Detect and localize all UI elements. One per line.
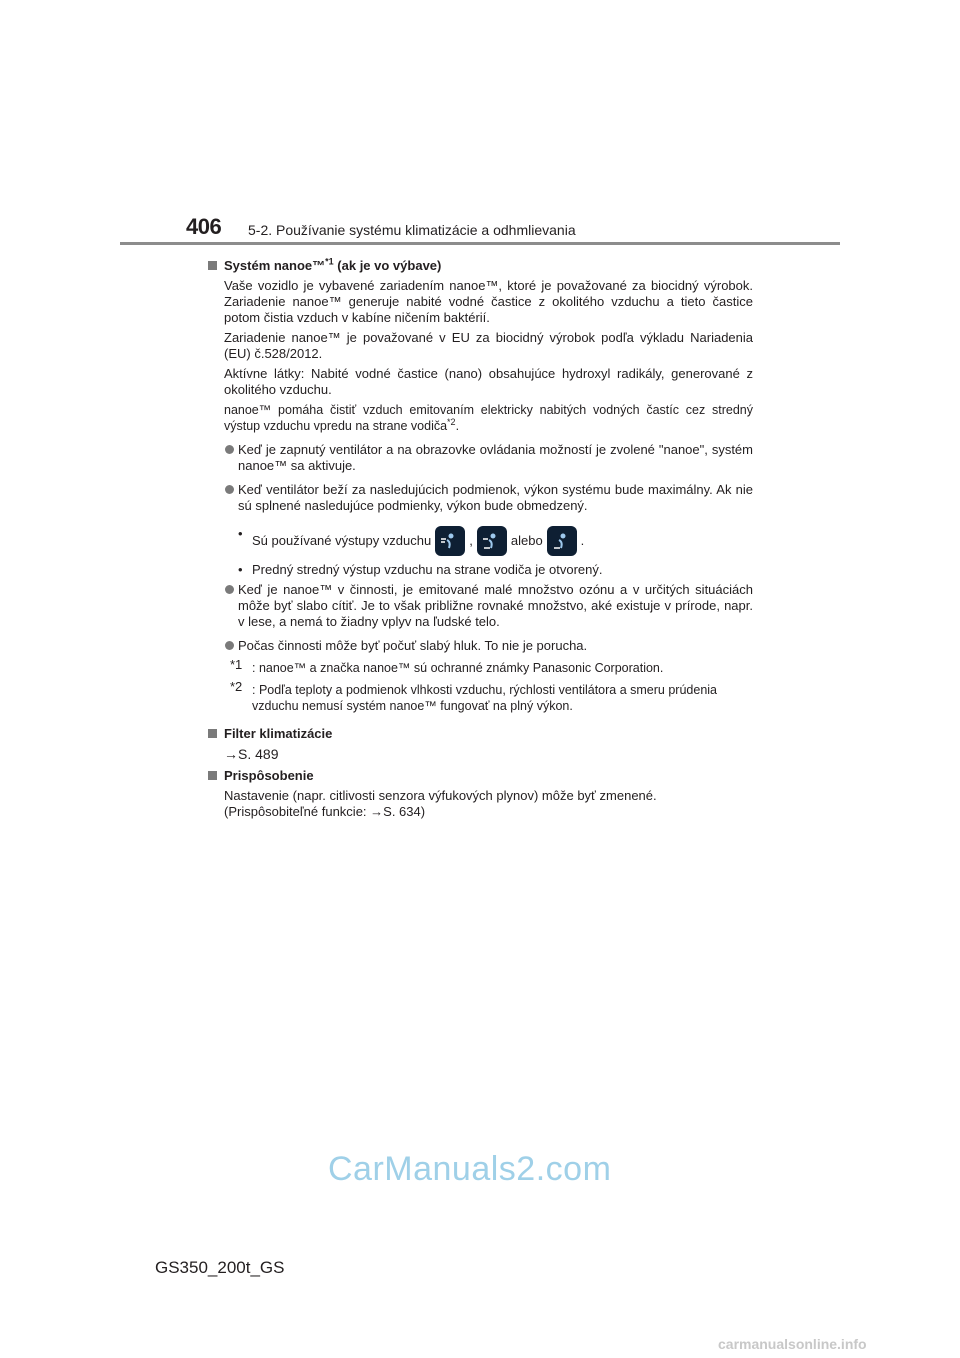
page-reference-link[interactable]: →S. 489 xyxy=(224,746,279,762)
paragraph: (Prispôsobiteľné funkcie: →S. 634) xyxy=(224,804,426,819)
paragraph: Zariadenie nanoe™ je považované v EU za biocidný výrobok podľa výkladu Nariadenia (EU) č.528/2012. xyxy=(224,330,753,361)
circle-bullet-icon xyxy=(225,641,234,650)
paragraph: nanoe™ pomáha čistiť vzduch emitovaním elektricky nabitých vodných častíc cez stredný výstup vzduchu vpredu na strane vodiča$^{*2}$. xyxy=(224,403,753,433)
page-content xyxy=(208,254,753,820)
list-item: Počas činnosti môže byť počuť slabý hluk. To nie je porucha. xyxy=(208,638,753,654)
paragraph: Aktívne látky: Nabité vodné častice (nano) obsahujúce hydroxyl radikály, generované z okolitého vzduchu. xyxy=(224,366,753,397)
list-item: Keď je nanoe™ v činnosti, je emitované malé množstvo ozónu a v určitých situáciách môže byť slabo cítiť. Je to však približne rovnaké množstvo, aké existuje v prírode, napr. v lese, a nemá to žiadny vplyv na ľudské telo. xyxy=(208,582,753,630)
footnote-1: *1 : nanoe™ a značka nanoe™ sú ochranné známky Panasonic Corporation. xyxy=(230,657,664,675)
section-custom-title: Prispôsobenie xyxy=(208,768,753,784)
header-divider xyxy=(120,242,840,245)
paragraph: Vaše vozidlo je vybavené zariadením nanoe™, ktoré je považované za biocidný výrobok. Zariadenie nanoe™ generuje nabité vodné častice z okolitého vzduchu a tieto častice potom čistia vzduch v kabíne ničením baktérií. xyxy=(224,278,753,325)
square-bullet-icon xyxy=(208,771,217,780)
paragraph: Nastavenie (napr. citlivosti senzora výfukových plynov) môže byť zmenené. xyxy=(224,788,657,803)
list-item: Keď je zapnutý ventilátor a na obrazovke ovládania možností je zvolené "nanoe", systém nanoe™ sa aktivuje. xyxy=(208,442,753,474)
list-item: Keď ventilátor beží za nasledujúcich podmienok, výkon systému bude maximálny. Ak nie sú splnené nasledujúce podmienky, výkon bude obmedzený. xyxy=(208,482,753,514)
section-filter-title: Filter klimatizácie xyxy=(208,726,753,742)
section-nanoe-title: Systém nanoe™$^{*1}$ (ak je vo výbave) xyxy=(208,258,753,274)
watermark: CarManuals2.com xyxy=(328,1150,612,1188)
sub-list-item: • Predný stredný výstup vzduchu na strane vodiča je otvorený. xyxy=(238,562,603,577)
page-number: 406 xyxy=(186,214,222,239)
model-code: GS350_200t_GS xyxy=(155,1258,285,1277)
square-bullet-icon xyxy=(208,729,217,738)
chapter-title: 5-2. Používanie systému klimatizácie a odhmlievania xyxy=(248,222,576,238)
sub-list-item-vents: • Sú používané výstupy vzduchu , alebo . xyxy=(208,526,753,556)
footnote-ref: *2 xyxy=(447,416,456,427)
page-header xyxy=(0,0,960,250)
site-watermark: carmanualsonline.info xyxy=(718,1336,867,1352)
footnote-ref: *1 xyxy=(325,256,334,267)
vent-face-feet-icon xyxy=(477,526,507,556)
square-bullet-icon xyxy=(208,261,217,270)
vent-face-icon xyxy=(435,526,465,556)
circle-bullet-icon xyxy=(225,585,234,594)
circle-bullet-icon xyxy=(225,485,234,494)
footnote-2: *2 : Podľa teploty a podmienok vlhkosti vzduchu, rýchlosti ventilátora a smeru prúdenia vzduchu nemusí systém nanoe™ fungovať na plný výkon. xyxy=(230,679,718,713)
circle-bullet-icon xyxy=(225,445,234,454)
vent-feet-icon xyxy=(547,526,577,556)
